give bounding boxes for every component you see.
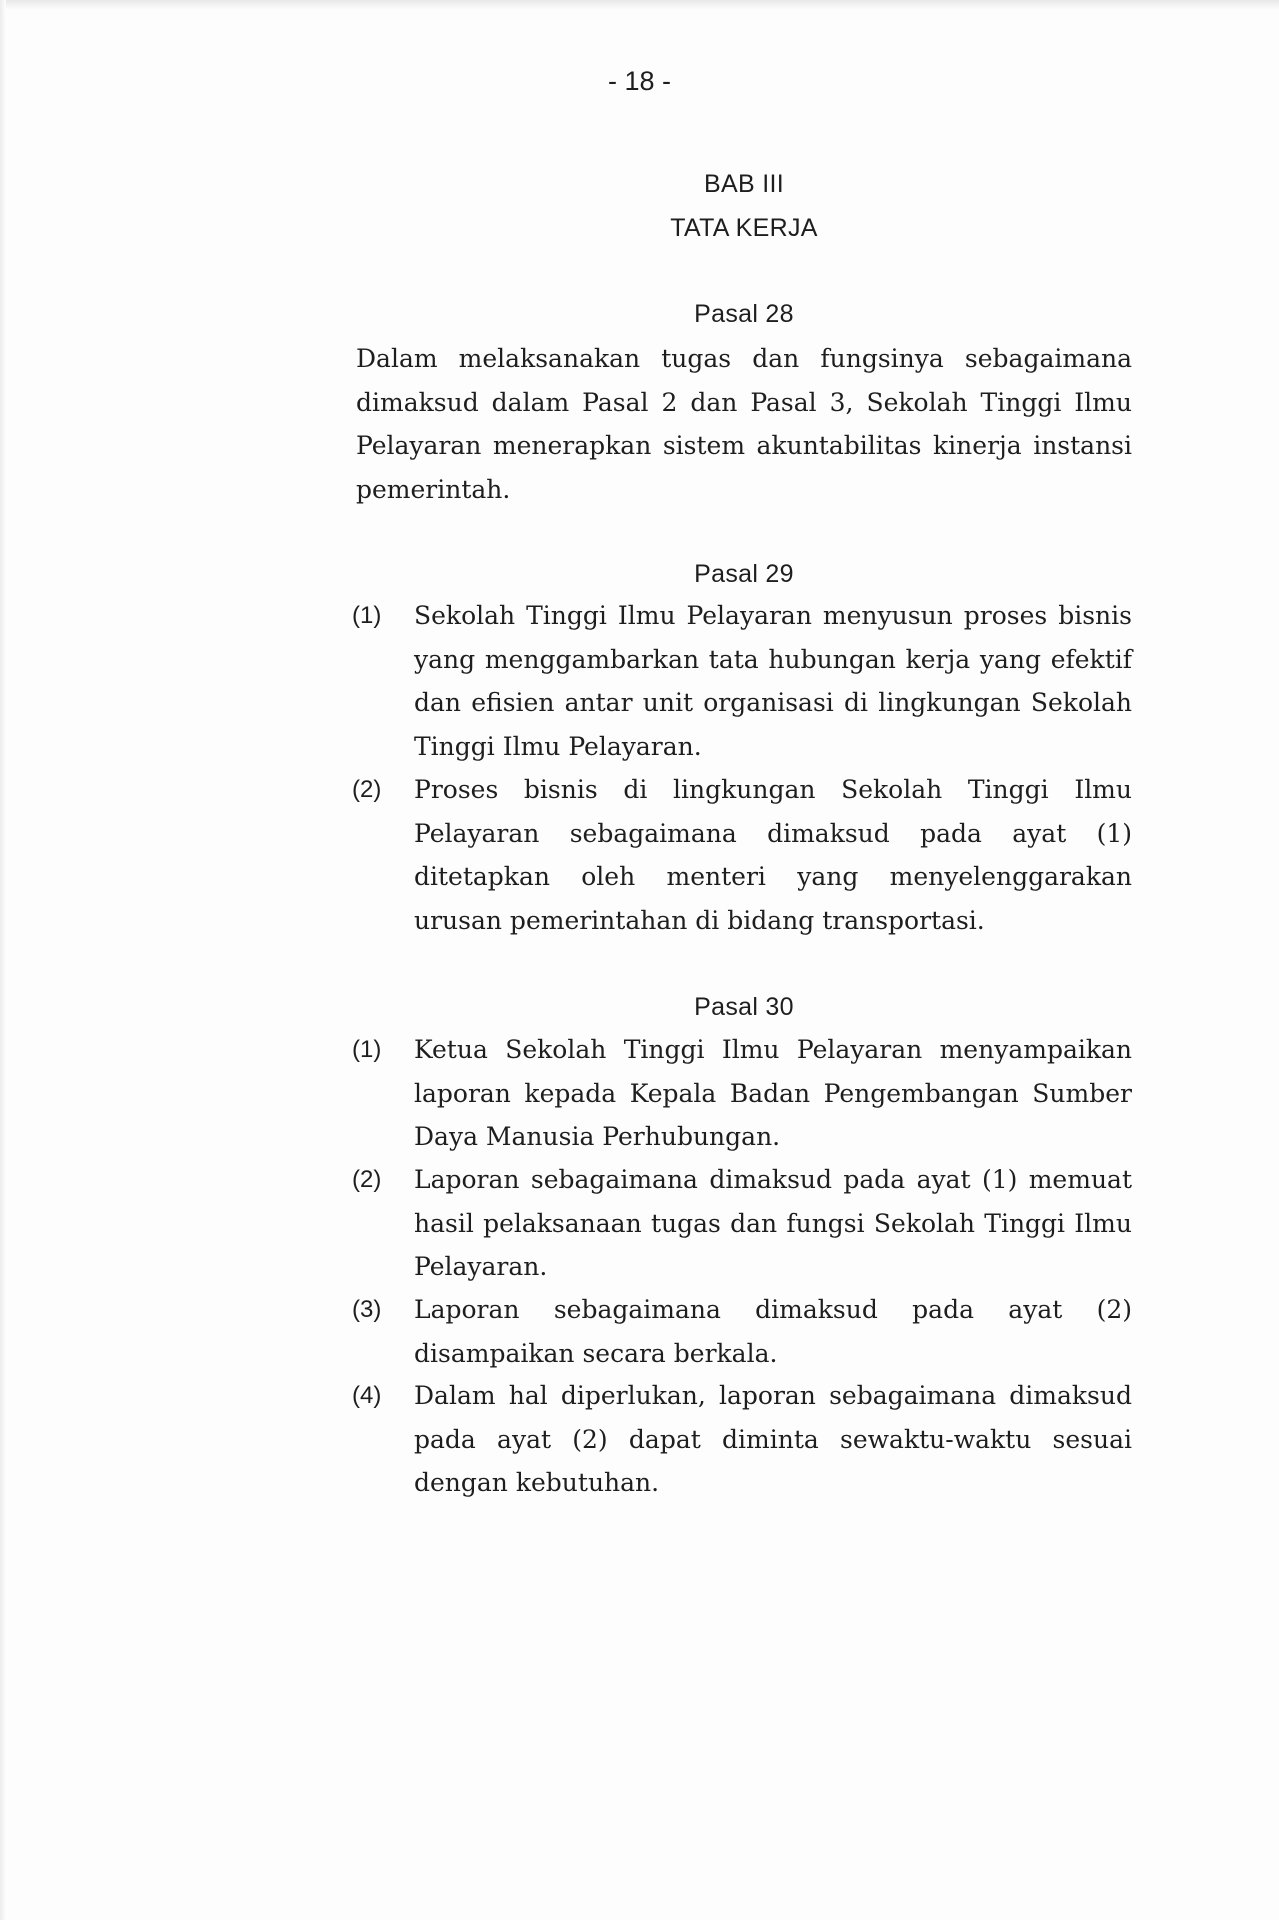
page-number: - 18 - bbox=[607, 66, 672, 96]
item-text: Laporan sebagaimana dimaksud pada ayat (2) disampaikan secara berkala. bbox=[414, 1295, 1132, 1368]
pasal-28-heading: Pasal 28 bbox=[694, 300, 794, 328]
item-number: (2) bbox=[352, 1166, 382, 1193]
item-text: Ketua Sekolah Tinggi Ilmu Pelayaran menyampaikan laporan kepada Kepala Badan Pengembangan Sumber Daya Manusia Perhubungan. bbox=[414, 1035, 1132, 1151]
chapter-subtitle: TATA KERJA bbox=[670, 214, 818, 242]
item-number: (3) bbox=[352, 1296, 382, 1323]
item-text: Proses bisnis di lingkungan Sekolah Tinggi Ilmu Pelayaran sebagaimana dimaksud pada ayat (1) ditetapkan oleh menteri yang menyelenggarakan urusan pemerintahan di bidang transportasi. bbox=[414, 775, 1132, 935]
pasal-28-text: Dalam melaksanakan tugas dan fungsinya sebagaimana dimaksud dalam Pasal 2 dan Pasal 3, Sekolah Tinggi Ilmu Pelayaran menerapkan sistem akuntabilitas kinerja instansi pemerintah. bbox=[356, 344, 1132, 504]
pasal-30-heading: Pasal 30 bbox=[694, 993, 794, 1021]
item-text: Dalam hal diperlukan, laporan sebagaimana dimaksud pada ayat (2) dapat diminta sewaktu-waktu sesuai dengan kebutuhan. bbox=[414, 1381, 1132, 1497]
scan-edge-left bbox=[0, 0, 6, 1920]
chapter-title: BAB III bbox=[704, 170, 784, 198]
item-number: (1) bbox=[352, 602, 382, 629]
item-number: (1) bbox=[352, 1036, 382, 1063]
item-text: Sekolah Tinggi Ilmu Pelayaran menyusun proses bisnis yang menggambarkan tata hubungan kerja yang efektif dan efisien antar unit organisasi di lingkungan Sekolah Tinggi Ilmu Pelayaran. bbox=[414, 601, 1132, 761]
item-number: (4) bbox=[352, 1382, 382, 1409]
item-number: (2) bbox=[352, 776, 382, 803]
item-text: Laporan sebagaimana dimaksud pada ayat (1) memuat hasil pelaksanaan tugas dan fungsi Sekolah Tinggi Ilmu Pelayaran. bbox=[414, 1165, 1132, 1281]
scan-edge-top bbox=[0, 0, 1279, 10]
pasal-29-heading: Pasal 29 bbox=[694, 560, 794, 588]
